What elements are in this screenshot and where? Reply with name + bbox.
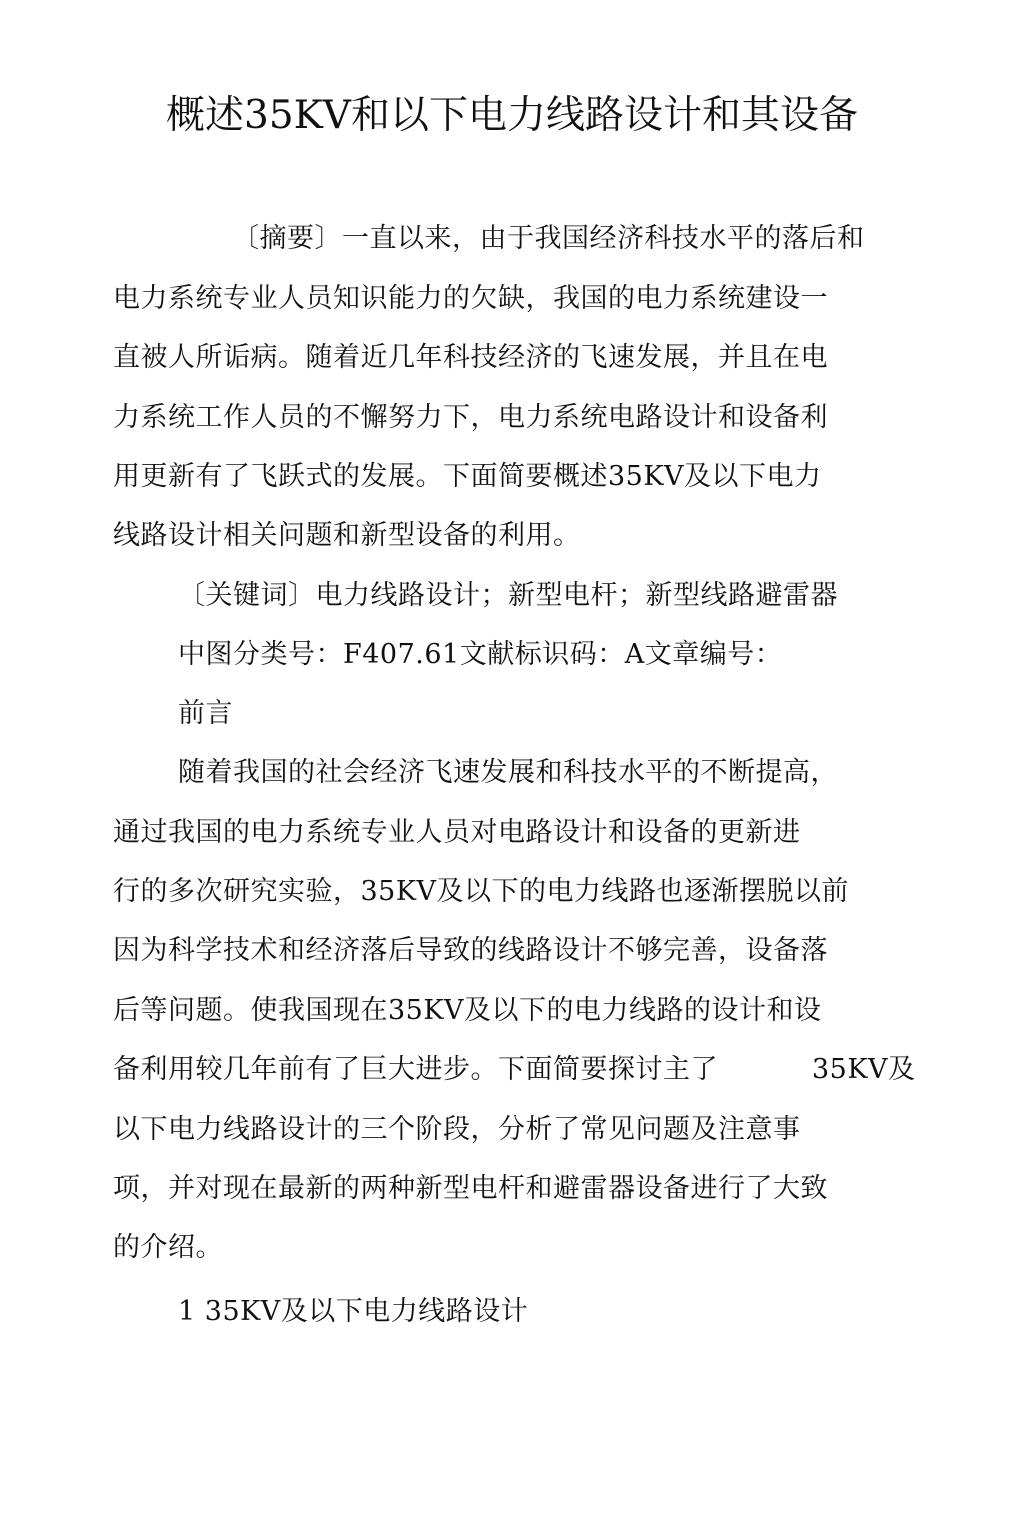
preface-line: 备利用较几年前有了巨大进步。下面简要探讨主了 [113,1054,718,1085]
preface-line: 以下电力线路设计的三个阶段，分析了常见问题及注意事 [113,1114,801,1145]
abstract-line: 〔摘要〕一直以来，由于我国经济科技水平的落后和 [232,223,865,254]
abstract-line: 电力系统专业人员知识能力的欠缺，我国的电力系统建设一 [113,283,828,314]
section-heading: 1 35KV及以下电力线路设计 [178,1296,529,1327]
keywords-line: 〔关键词〕电力线路设计；新型电杆；新型线路避雷器 [178,580,838,611]
abstract-line: 线路设计相关问题和新型设备的利用。 [113,520,581,551]
preface-line: 的介绍。 [113,1232,223,1263]
document-title: 概述35KV和以下电力线路设计和其设备 [166,93,858,138]
preface-line: 通过我国的电力系统专业人员对电路设计和设备的更新进 [113,817,801,848]
preface-line-fragment: 35KV及 [812,1054,916,1085]
preface-heading: 前言 [178,698,233,729]
preface-line: 行的多次研究实验，35KV及以下的电力线路也逐渐摆脱以前 [113,876,850,907]
preface-line: 后等问题。使我国现在35KV及以下的电力线路的设计和设 [113,995,822,1026]
abstract-line: 用更新有了飞跃式的发展。下面简要概述35KV及以下电力 [113,461,822,492]
preface-line: 随着我国的社会经济飞速发展和科技水平的不断提高， [178,757,838,788]
classification-line: 中图分类号：F407.61文献标识码：A文章编号： [178,639,783,670]
abstract-line: 力系统工作人员的不懈努力下，电力系统电路设计和设备利 [113,402,828,433]
preface-line: 因为科学技术和经济落后导致的线路设计不够完善，设备落 [113,935,828,966]
preface-line: 项，并对现在最新的两种新型电杆和避雷器设备进行了大致 [113,1173,828,1204]
abstract-line: 直被人所诟病。随着近几年科技经济的飞速发展，并且在电 [113,342,828,373]
